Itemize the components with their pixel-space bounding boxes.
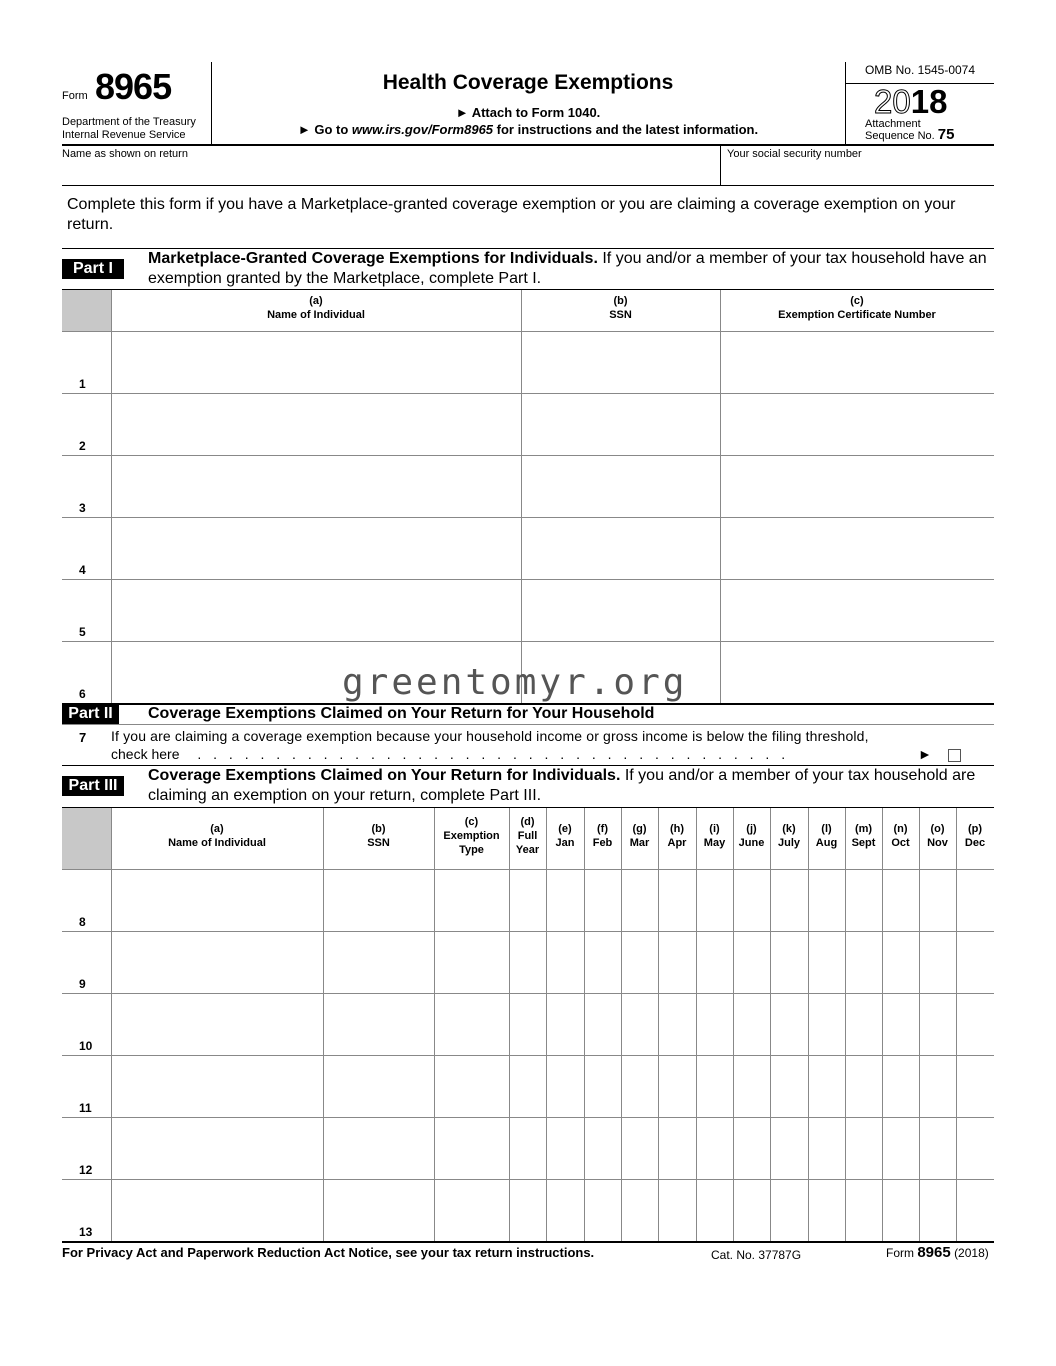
col-label: Name of Individual [168,837,266,849]
part3-row-number: 8 [79,915,86,929]
part3-cell[interactable] [847,1119,880,1177]
col-label: May [703,837,726,849]
part3-header-gray [62,808,111,869]
part3-col-header [621,822,658,850]
part3-cell[interactable] [772,995,806,1053]
part3-cell[interactable] [548,995,582,1053]
col-label: Jan [555,837,575,849]
part3-cell[interactable] [623,933,656,991]
year-outline: 20 [874,83,911,120]
part3-cell[interactable] [325,933,432,991]
dept-line1: Department of the Treasury [62,116,196,128]
form-word: Form [62,90,88,102]
part3-cell[interactable] [325,995,432,1053]
part3-cell[interactable] [586,933,619,991]
part3-cell[interactable] [113,1181,321,1239]
part3-cell[interactable] [113,933,321,991]
col-label: Dec [964,837,986,849]
part2-title: Coverage Exemptions Claimed on Your Return for Your Household [148,705,655,722]
part3-cell[interactable] [436,1119,507,1177]
part3-cell[interactable] [623,871,656,929]
part3-col-header [845,822,882,850]
part1-row-number: 4 [79,563,86,577]
line7-text: If you are claiming a coverage exemption because your household income or gross income is below the filing threshold, [111,728,869,744]
part1-cell[interactable] [523,395,718,453]
part2-tag: Part II [62,704,119,724]
part3-col-header [111,822,323,850]
part3-cell[interactable] [884,871,917,929]
part3-col-header [956,822,994,850]
part3-cell[interactable] [511,995,544,1053]
part3-row-number: 11 [79,1101,92,1115]
part3-cell[interactable] [810,1119,843,1177]
omb-number: OMB No. 1545-0074 [864,63,976,77]
part3-cell[interactable] [623,1119,656,1177]
part3-cell[interactable] [921,871,954,929]
part3-cell[interactable] [810,995,843,1053]
privacy-notice: For Privacy Act and Paperwork Reduction Act Notice, see your tax return instructions. [62,1245,595,1260]
col-letter: (b) [613,295,628,307]
part3-cell[interactable] [548,1119,582,1177]
col-label: Oct [891,837,910,849]
part1-cell[interactable] [722,457,992,515]
part3-cell[interactable] [772,933,806,991]
part1-cell[interactable] [722,395,992,453]
part1-cell[interactable] [722,519,992,577]
part1-cell[interactable] [523,519,718,577]
part3-col-header [733,822,770,850]
part3-cell[interactable] [921,1181,954,1239]
part3-row-number: 9 [79,977,86,991]
part3-cell[interactable] [586,1057,619,1115]
part1-cell[interactable] [722,643,992,701]
part3-cell[interactable] [810,1181,843,1239]
col-letter: (d) [520,816,535,828]
col-label: Sept [851,837,876,849]
part3-cell[interactable] [921,1119,954,1177]
part3-cell[interactable] [735,933,768,991]
col-label: Feb [592,837,613,849]
part3-cell[interactable] [436,1181,507,1239]
part3-cell[interactable] [884,1181,917,1239]
part1-cell[interactable] [523,457,718,515]
col-label: June [738,837,765,849]
part3-cell[interactable] [660,995,694,1053]
part1-cell[interactable] [113,395,519,453]
part3-cell[interactable] [884,1119,917,1177]
part3-cell[interactable] [548,871,582,929]
part3-cell[interactable] [511,933,544,991]
part3-cell[interactable] [698,995,731,1053]
part3-cell[interactable] [921,995,954,1053]
part3-cell[interactable] [810,1057,843,1115]
name-label: Name as shown on return [62,148,188,160]
part3-cell[interactable] [623,1181,656,1239]
part3-cell[interactable] [921,933,954,991]
part3-cell[interactable] [436,933,507,991]
part1-cell[interactable] [113,333,519,391]
year-bold: 18 [910,83,948,120]
part1-row-number: 1 [79,377,86,391]
col-label: Mar [629,837,650,849]
part3-cell[interactable] [660,1119,694,1177]
leader-dots: . . . . . . . . . . . . . . . . . . . . . . . . . . . . . . . . . . . . . . [197,746,790,762]
col-letter: (h) [669,823,685,835]
part3-col-header [323,822,434,850]
part3-cell[interactable] [958,1181,992,1239]
col-label: July [777,837,800,849]
part3-cell[interactable] [735,1181,768,1239]
part3-cell[interactable] [113,1057,321,1115]
form-number: 8965 [95,66,172,107]
part3-cell[interactable] [698,871,731,929]
goto-url[interactable]: www.irs.gov/Form8965 [351,122,494,137]
part1-cell[interactable] [722,581,992,639]
line7-checkbox[interactable] [948,749,961,762]
form-title: Health Coverage Exemptions [382,71,674,94]
ssn-label: Your social security number [727,148,862,160]
part3-cell[interactable] [698,1119,731,1177]
line7-arrow: ► [918,746,932,762]
sequence-number: 75 [937,126,955,143]
part1-cell[interactable] [722,333,992,391]
part1-row-number: 6 [79,687,86,701]
part3-cell[interactable] [958,1119,992,1177]
col-letter: (c) [464,816,479,828]
part3-cell[interactable] [735,995,768,1053]
part1-cell[interactable] [523,333,718,391]
intro-text: Complete this form if you have a Marketplace-granted coverage exemption or you are claiming a coverage exemption on your return. [67,196,956,233]
part3-row-number: 10 [79,1039,93,1053]
part3-cell[interactable] [921,1057,954,1115]
col-letter: (p) [967,823,983,835]
col-letter: (g) [632,823,647,835]
col-letter: (m) [854,823,873,835]
col-label: Apr [667,837,687,849]
col-label: Exemption Type [443,830,500,856]
tax-year [874,84,947,120]
part3-cell[interactable] [810,871,843,929]
part3-cell[interactable] [586,1181,619,1239]
dept-line2: Internal Revenue Service [62,129,186,141]
part3-cell[interactable] [810,933,843,991]
part3-cell[interactable] [623,1057,656,1115]
part3-cell[interactable] [325,1119,432,1177]
part3-col-header [434,815,509,857]
part3-cell[interactable] [660,871,694,929]
col-label: Nov [927,837,948,849]
watermark-text: greentomyr.org [342,662,688,703]
part3-cell[interactable] [847,933,880,991]
part3-cell[interactable] [325,871,432,929]
part3-cell[interactable] [325,1181,432,1239]
part3-row-number: 12 [79,1163,93,1177]
part3-cell[interactable] [436,1057,507,1115]
part3-col-header [770,822,808,850]
col-letter: (k) [782,823,796,835]
part3-cell[interactable] [660,1181,694,1239]
part3-cell[interactable] [548,933,582,991]
part3-col-header [584,822,621,850]
part1-col-header [111,294,521,322]
part3-cell[interactable] [884,995,917,1053]
part3-cell[interactable] [660,1057,694,1115]
part3-cell[interactable] [586,871,619,929]
col-letter: (j) [746,823,757,835]
col-letter: (c) [850,295,864,307]
cat-number: Cat. No. 37787G [711,1248,802,1262]
col-letter: (l) [821,823,832,835]
part3-col-header [882,822,919,850]
part3-cell[interactable] [847,1057,880,1115]
part1-cell[interactable] [113,519,519,577]
part3-cell[interactable] [884,933,917,991]
part1-col-header [720,294,994,322]
goto-prefix: ► Go to [297,122,352,137]
part3-cell[interactable] [586,995,619,1053]
part1-cell[interactable] [113,457,519,515]
part1-row-number: 2 [79,439,86,453]
part3-cell[interactable] [511,1119,544,1177]
part3-cell[interactable] [958,871,992,929]
ssn-field[interactable] [722,162,992,184]
line7-check-text: check here . . . . . . . . . . . . . . . . . . . . . . . . . . . . . . . . . . . . . . [111,746,790,762]
col-letter: (o) [930,823,945,835]
part3-cell[interactable] [511,1181,544,1239]
part3-cell[interactable] [660,933,694,991]
part3-cell[interactable] [698,1181,731,1239]
part3-cell[interactable] [548,1057,582,1115]
part3-cell[interactable] [847,871,880,929]
col-letter: (n) [893,823,908,835]
attach-note: ► Attach to Form 1040. [455,105,601,120]
part3-cell[interactable] [548,1181,582,1239]
part3-cell[interactable] [772,1057,806,1115]
part3-cell[interactable] [958,1057,992,1115]
part3-tag: Part III [62,776,124,796]
part3-col-header [658,822,696,850]
part1-cell[interactable] [113,581,519,639]
col-letter: (i) [709,823,720,835]
part3-cell[interactable] [113,871,321,929]
attachment-line1: Attachment [865,118,921,130]
part3-title: Coverage Exemptions Claimed on Your Return for Individuals. If you and/or a member of your tax household are claiming an exemption on your return, complete Part III. [148,767,976,804]
part1-col-header [521,294,720,322]
part3-cell[interactable] [586,1119,619,1177]
part3-cell[interactable] [772,1119,806,1177]
col-letter: (b) [371,823,386,835]
col-label: Aug [815,837,838,849]
part1-row-number: 5 [79,625,86,639]
col-label: Full Year [515,830,540,856]
part3-cell[interactable] [884,1057,917,1115]
goto-note [212,122,844,137]
part3-cell[interactable] [958,933,992,991]
attachment-line2: Sequence No. 75 [865,126,955,143]
part1-row-number: 3 [79,501,86,515]
col-label: SSN [367,837,390,849]
goto-suffix: for instructions and the latest information. [493,122,759,137]
col-letter: (a) [210,823,224,835]
part3-cell[interactable] [436,871,507,929]
part3-cell[interactable] [511,1057,544,1115]
part3-cell[interactable] [735,1119,768,1177]
col-label: SSN [609,309,632,321]
part3-cell[interactable] [735,871,768,929]
part3-row-number: 13 [79,1225,93,1239]
part1-title: Marketplace-Granted Coverage Exemptions for Individuals. If you and/or a member of your tax household have an exemption granted by the Marketplace, complete Part I. [148,250,987,287]
part3-col-header [696,822,733,850]
col-label: Name of Individual [267,309,365,321]
part1-tag: Part I [62,259,124,279]
part3-cell[interactable] [772,871,806,929]
line7-number: 7 [79,730,87,745]
part3-cell[interactable] [623,995,656,1053]
part3-cell[interactable] [436,995,507,1053]
part3-cell[interactable] [847,1181,880,1239]
part3-cell[interactable] [113,995,321,1053]
footer-form-id: Form 8965 (2018) [886,1244,989,1261]
part3-cell[interactable] [958,995,992,1053]
name-field[interactable] [62,162,718,184]
col-label: Exemption Certificate Number [778,309,936,321]
part1-header-gray [62,290,111,331]
part3-col-header [808,822,845,850]
part3-cell[interactable] [511,871,544,929]
part3-cell[interactable] [698,933,731,991]
part3-cell[interactable] [325,1057,432,1115]
part3-cell[interactable] [735,1057,768,1115]
part3-cell[interactable] [113,1119,321,1177]
part3-cell[interactable] [847,995,880,1053]
part3-col-header [546,822,584,850]
part1-cell[interactable] [523,581,718,639]
col-letter: (a) [309,295,323,307]
col-letter: (f) [597,823,608,835]
col-letter: (e) [558,823,572,835]
part3-col-header [919,822,956,850]
part3-cell[interactable] [772,1181,806,1239]
part3-col-header [509,815,546,857]
part3-cell[interactable] [698,1057,731,1115]
